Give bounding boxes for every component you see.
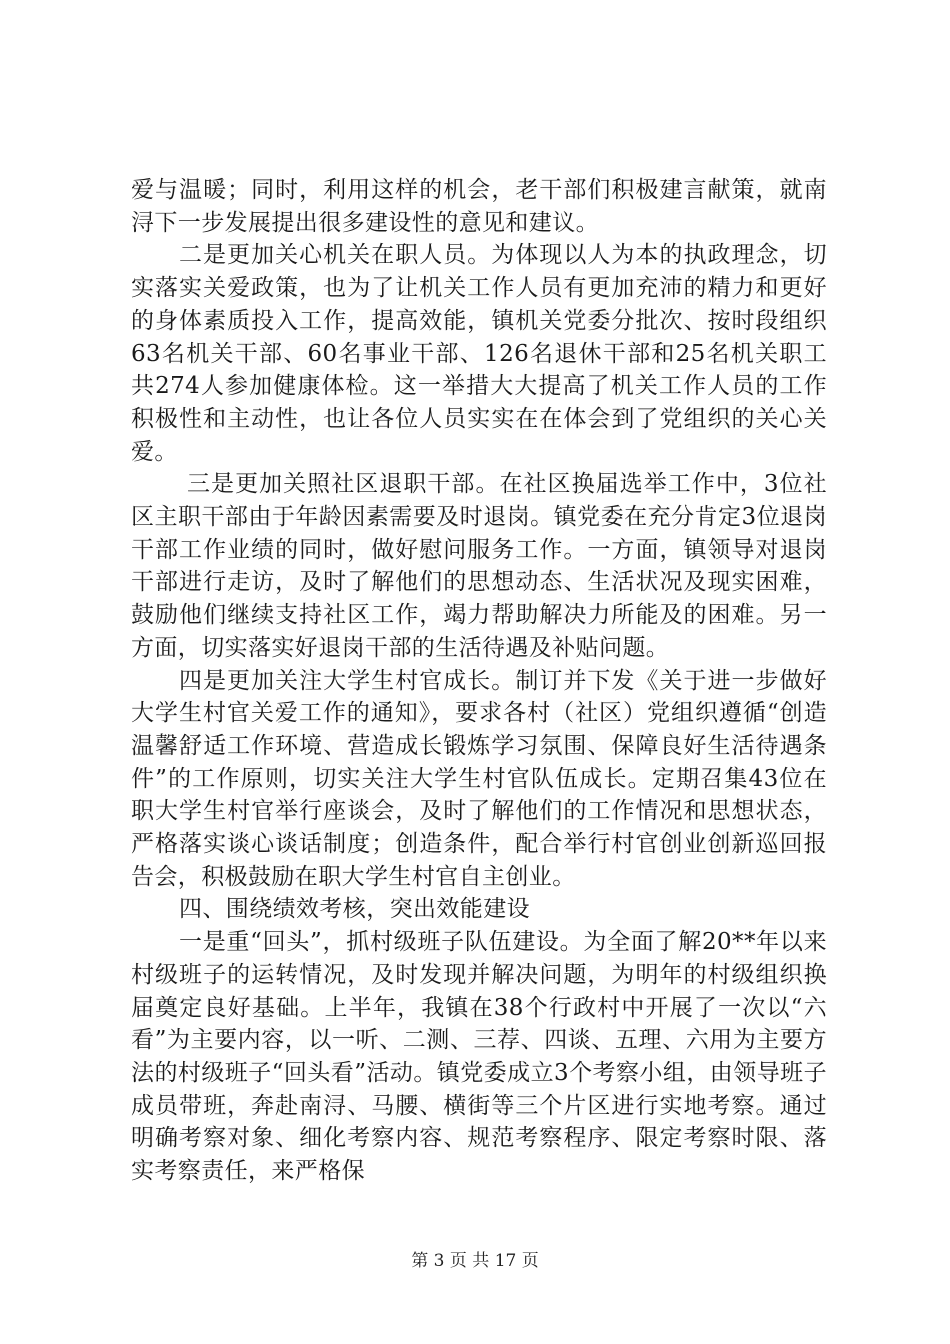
section-heading: 四、围绕绩效考核，突出效能建设 — [179, 896, 530, 923]
page-number: 第 3 页 共 17 页 — [411, 1251, 539, 1271]
paragraph-office-staff: 二是更加关心机关在职人员。为体现以人为本的执政理念，切实落实关爱政策，也为了让机关工作人员有更加充沛的精力和更好的身体素质投入工作，提高效能，镇机关党委分批次、按时段组织63名机关干部、60名事业干部、126名退休干部和25名机关职工共274人参加健康体检。这一举措大大提高了机关工作人员的工作积极性和主动性，也让各位人员实实在在体会到了党组织的关心关爱。 — [131, 242, 827, 465]
paragraph-review: 一是重“回头”，抓村级班子队伍建设。为全面了解20**年以来村级班子的运转情况，及时发现并解决问题，为明年的村级组织换届奠定良好基础。上半年，我镇在38个行政村中开展了一次以“六看”为主要内容，以一听、二测、三荐、四谈、五理、六用为主要方法的村级班子“回头看”活动。镇党委成立3个考察小组，由领导班子成员带班，奔赴南浔、马腰、横街等三个片区进行实地考察。通过明确考察对象、细化考察内容、规范考察程序、限定考察时限、落实考察责任，来严格保 — [131, 929, 827, 1185]
paragraph-continuation: 爱与温暖；同时，利用这样的机会，老干部们积极建言献策，就南浔下一步发展提出很多建设性的意见和建议。 — [131, 177, 827, 236]
paragraph-village-officials: 四是更加关注大学生村官成长。制订并下发《关于进一步做好大学生村官关爱工作的通知》，要求各村（社区）党组织遵循“创造温馨舒适工作环境、营造成长锻炼学习氛围、保障良好生活待遇条件”的工作原则，切实关注大学生村官队伍成长。定期召集43位在职大学生村官举行座谈会，及时了解他们的工作情况和思想状态，严格落实谈心谈话制度；创造条件，配合举行村官创业创新巡回报告会，积极鼓励在职大学生村官自主创业。 — [131, 667, 827, 890]
paragraph-community-cadres: 三是更加关照社区退职干部。在社区换届选举工作中，3位社区主职干部由于年龄因素需要及时退岗。镇党委在充分肯定3位退岗干部工作业绩的同时，做好慰问服务工作。一方面，镇领导对退岗干部进行走访，及时了解他们的思想动态、生活状况及现实困难，鼓励他们继续支持社区工作，竭力帮助解决力所能及的困难。另一方面，切实落实好退岗干部的生活待遇及补贴问题。 — [131, 471, 827, 661]
document-body — [131, 174, 827, 1188]
